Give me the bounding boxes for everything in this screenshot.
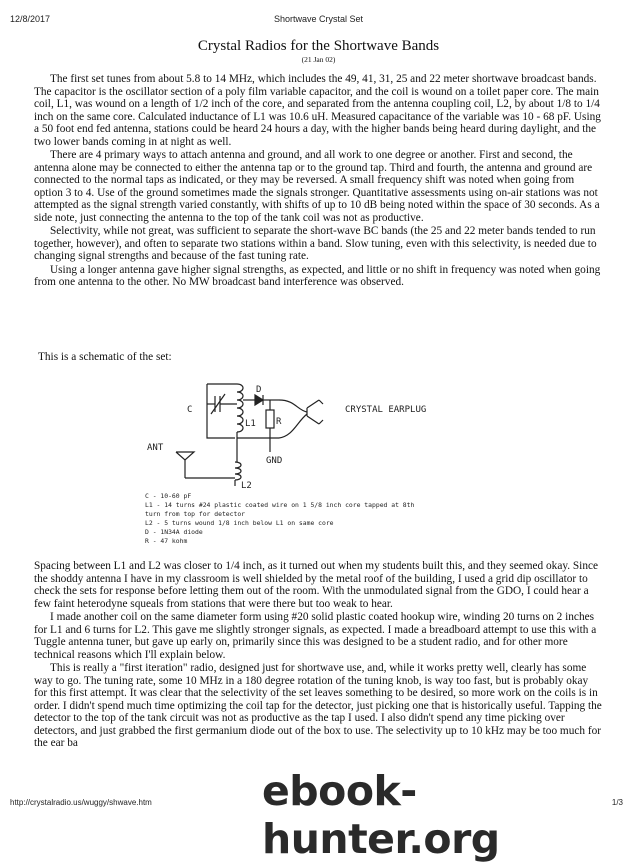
parts-list-line: D - 1N34A diode — [145, 528, 203, 536]
label-l2: L2 — [241, 481, 252, 491]
parts-list-line: L1 - 14 turns #24 plastic coated wire on 1 5/8 inch core tapped at 8th — [145, 501, 415, 509]
paragraph: I made another coil on the same diameter form using #20 solid plastic coated hookup wire, winding 20 turns on 2 inches for L1 and 6 turns for L2. This gave me slightly stronger signals, as expected. I made a breadboard attempt to use this with a Tuggle antenna tuner, but gave up early on, primarily since this was designed to be a student radio, and for other more technical reasons which I'll explain below. — [34, 611, 597, 661]
label-d: D — [256, 385, 262, 395]
print-page-title: Shortwave Crystal Set — [273, 14, 364, 24]
parts-list-line: L2 - 5 turns wound 1/8 inch below L1 on same core — [145, 519, 334, 527]
paragraph: Selectivity, while not great, was sufficient to separate the short-wave BC bands (the 25 and 22 meter bands tended to run together, however), and often to separate two stations within a band. Slow tuning, even with this selectivity, is needed due to changing signal strengths and because of the fast tuning rate. — [34, 225, 597, 262]
article-title: Crystal Radios for the Shortwave Bands — [197, 38, 440, 54]
parts-list-line: R - 47 kohm — [145, 537, 188, 545]
paragraph: There are 4 primary ways to attach antenna and ground, and all work to one degree or another. First and second, the antenna alone may be connected to either the antenna tap or to the ground tap. Third and fourth, the antenna and ground are connected to the normal taps as indicated, or they may be reversed. A small frequency shift was noted when going from option 3 to 4. Use of the ground sometimes made the signals stronger. Quantitative assessments using on-air stations was not attempted as the signal strength varied constantly, with shifts of up to 10 dB being noted within the space of 30 seconds. As a side note, just connecting the antenna to the top of the tank coil was not as productive. — [34, 149, 600, 224]
schematic-figure — [145, 378, 465, 548]
print-page-number: 1/3 — [611, 798, 623, 807]
print-date: 12/8/2017 — [10, 14, 51, 24]
schematic-intro: This is a schematic of the set: — [38, 351, 172, 363]
article-date: (21 Jan 02) — [301, 55, 336, 64]
label-l1: L1 — [245, 419, 256, 429]
label-r: R — [276, 417, 282, 427]
article-body-top — [34, 73, 604, 289]
label-gnd: GND — [266, 456, 283, 466]
schematic-diagram — [145, 378, 465, 548]
watermark: ebook-hunter.org — [262, 767, 500, 863]
paragraph: Using a longer antenna gave higher signal strengths, as expected, and little or no shift in frequency was noted when going from one antenna to the other. No MW broadcast band interference was observed. — [34, 263, 601, 288]
paragraph: The first set tunes from about 5.8 to 14 MHz, which includes the 49, 41, 31, 25 and 22 meter shortwave broadcast bands. The capacitor is the oscillator section of a poly film variable capacitor, and the coil is wound on a toilet paper core. The main coil, L1, was wound on a length of 1/2 inch of the core, and separated from the antenna coupling coil, L2, by about 1/8 to 1/4 inch on the same core. Calculated inductance of L1 was 10.6 uH. Measured capacitance of the variable was 10 - 68 pF. Using a 50 foot end fed antenna, stations could be heard 24 hours a day, with the higher bands being heard during daylight, and the two lower bands coming in at night as well. — [34, 73, 601, 148]
label-c: C — [187, 405, 193, 415]
parts-list-line: turn from top for detector — [145, 510, 246, 518]
paragraph: Spacing between L1 and L2 was closer to 1/4 inch, as it turned out when my students built this, and they seemed okay. Since the shoddy antenna I have in my classroom is well shielded by the metal roof of the building, I used a grid dip oscillator to check the sets for response before letting them out of the room. With the unmodulated signal from the GDO, I could hear a few faint heterodyne squeals from stations that were there but too weak to hear. — [34, 560, 598, 610]
article-body-bottom — [34, 560, 604, 750]
label-ant: ANT — [147, 443, 164, 453]
print-url: http://crystalradio.us/wuggy/shwave.htm — [10, 798, 152, 807]
label-earplug: CRYSTAL EARPLUG — [345, 405, 427, 415]
paragraph: This is really a "first iteration" radio, designed just for shortwave use, and, while it works pretty well, clearly has some way to go. The tuning rate, some 10 MHz in a 180 degree rotation of the tuning knob, is way too fast, but is probably okay for this first attempt. It was clear that the selectivity of the set leaves something to be desired, so more work on the coils is in order. I didn't spend much time optimizing the coil tap for the detector, just picking one that is historically useful. Tapping the detector to the top of the tank circuit was not as productive as the tap I used. I also didn't spend any time picking over detectors, and just grabbed the first germanium diode out of the box to use. The selectivity up to 10 kHz may be too much for the ear ba — [34, 662, 602, 749]
parts-list-line: C - 10-60 pF — [145, 492, 192, 500]
